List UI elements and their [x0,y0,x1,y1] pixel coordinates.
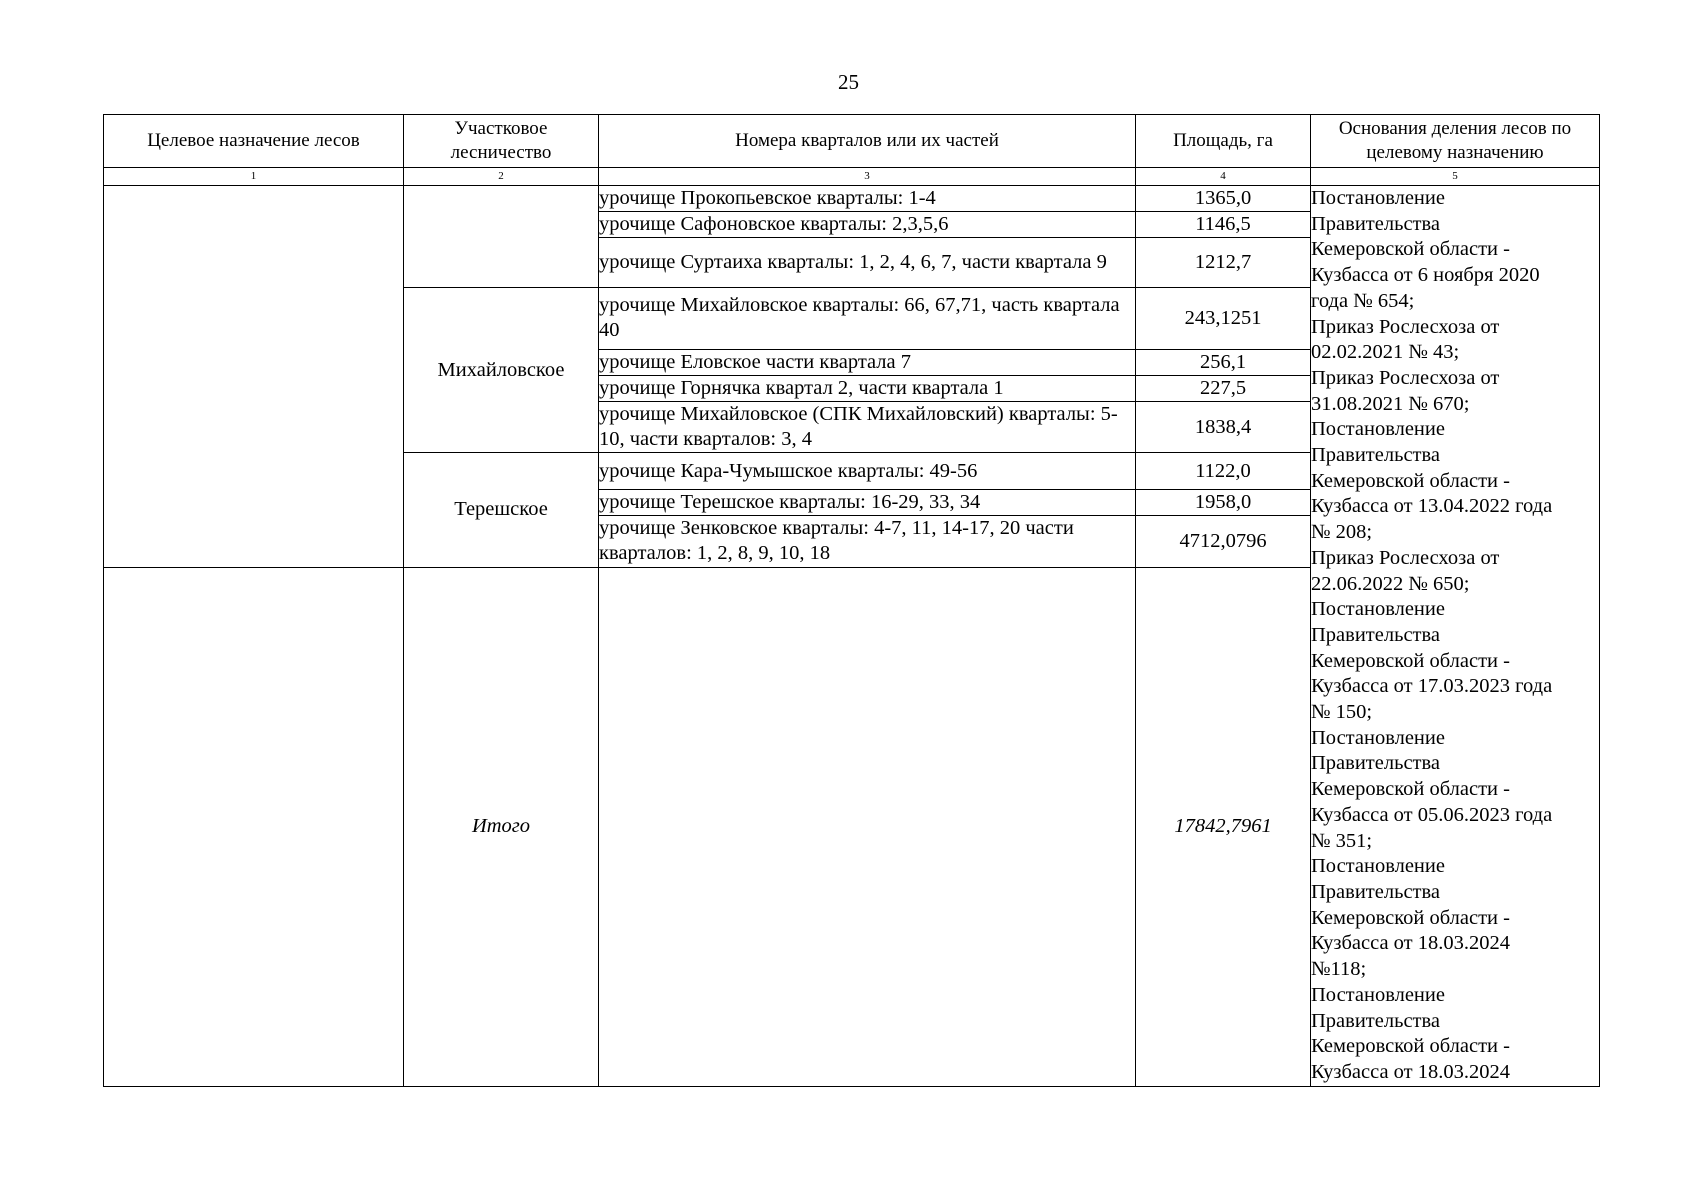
header-forestry: Участковое лесничество [404,115,599,168]
basis-line: Постановление [1311,983,1445,1006]
basis-line: Кемеровской области - [1311,238,1510,261]
basis-line: Кемеровской области - [1311,778,1510,801]
total-quarters-empty-cell [599,567,1136,1086]
area-cell: 1365,0 [1136,186,1311,212]
basis-line: Приказ Рослесхоза от [1311,546,1500,569]
quarters-cell: урочище Горнячка квартал 2, части квартала 1 [599,375,1136,401]
forestry-cell-mikhailovskoe: Михайловское [404,288,599,453]
basis-line: года № 654; [1311,289,1415,312]
quarters-cell: урочище Прокопьевское кварталы: 1-4 [599,186,1136,212]
basis-line: Постановление [1311,726,1445,749]
basis-line: Постановление [1311,855,1445,878]
basis-line: Правительства [1311,623,1441,646]
quarters-cell: урочище Кара-Чумышское кварталы: 49-56 [599,453,1136,490]
column-number: 5 [1311,168,1600,186]
basis-line: Правительства [1311,752,1441,775]
column-number: 4 [1136,168,1311,186]
basis-line: № 208; [1311,521,1373,544]
area-cell: 4712,0796 [1136,516,1311,567]
forest-division-table [103,114,1600,1087]
header-area: Площадь, га [1136,115,1311,168]
basis-line: № 150; [1311,701,1373,724]
basis-line: 31.08.2021 № 670; [1311,392,1470,415]
column-number: 1 [104,168,404,186]
area-cell: 1122,0 [1136,453,1311,490]
area-cell: 256,1 [1136,349,1311,375]
basis-line: Правительства [1311,444,1441,467]
area-cell: 227,5 [1136,375,1311,401]
basis-line: Приказ Рослесхоза от [1311,366,1500,389]
header-quarters: Номера кварталов или их частей [599,115,1136,168]
header-row [104,115,1600,168]
basis-line: 02.02.2021 № 43; [1311,341,1460,364]
basis-line: Кемеровской области - [1311,649,1510,672]
total-label: Итого [404,567,599,1086]
quarters-cell: урочище Терешское кварталы: 16-29, 33, 34 [599,490,1136,516]
table-row [104,186,1600,212]
basis-line: Кузбасса от 18.03.2024 [1311,1060,1510,1083]
basis-line: Кузбасса от 17.03.2023 года [1311,675,1553,698]
basis-line: Постановление [1311,187,1445,209]
purpose-cell [104,186,404,568]
basis-line: 22.06.2022 № 650; [1311,572,1470,595]
column-number: 2 [404,168,599,186]
basis-line: Постановление [1311,598,1445,621]
page-number: 25 [838,70,859,94]
total-empty-cell [104,567,404,1086]
basis-line: Приказ Рослесхоза от [1311,315,1500,338]
basis-line: Постановление [1311,418,1445,441]
basis-line: Кузбасса от 13.04.2022 года [1311,495,1553,518]
forestry-cell-tereshskoe: Терешское [404,453,599,567]
basis-line: № 351; [1311,829,1373,852]
quarters-cell: урочище Михайловское кварталы: 66, 67,71, часть квартала 40 [599,288,1136,349]
area-cell: 1146,5 [1136,212,1311,238]
basis-line: Правительства [1311,212,1441,235]
quarters-cell: урочище Еловское части квартала 7 [599,349,1136,375]
column-number: 3 [599,168,1136,186]
basis-line: Правительства [1311,1009,1441,1032]
basis-line: Кузбасса от 6 ноября 2020 [1311,264,1540,287]
quarters-cell: урочище Зенковское кварталы: 4-7, 11, 14-17, 20 части кварталов: 1, 2, 8, 9, 10, 18 [599,516,1136,567]
quarters-cell: урочище Михайловское (СПК Михайловский) кварталы: 5-10, части кварталов: 3, 4 [599,401,1136,452]
area-cell: 1958,0 [1136,490,1311,516]
area-cell: 1212,7 [1136,238,1311,288]
total-area: 17842,7961 [1136,567,1311,1086]
basis-line: Кузбасса от 18.03.2024 [1311,932,1510,955]
basis-line: Кемеровской области - [1311,906,1510,929]
forestry-cell [404,186,599,288]
header-basis: Основания деления лесов по целевому назначению [1311,115,1600,168]
basis-cell [1311,186,1600,1087]
area-cell: 243,1251 [1136,288,1311,349]
area-cell: 1838,4 [1136,401,1311,452]
quarters-cell: урочище Суртаиха кварталы: 1, 2, 4, 6, 7, части квартала 9 [599,238,1136,288]
basis-line: Кемеровской области - [1311,469,1510,492]
header-purpose: Целевое назначение лесов [104,115,404,168]
column-number-row [104,168,1600,186]
basis-line: №118; [1311,958,1367,981]
basis-line: Правительства [1311,880,1441,903]
basis-line: Кузбасса от 05.06.2023 года [1311,803,1553,826]
basis-line: Кемеровской области - [1311,1035,1510,1058]
quarters-cell: урочище Сафоновское кварталы: 2,3,5,6 [599,212,1136,238]
